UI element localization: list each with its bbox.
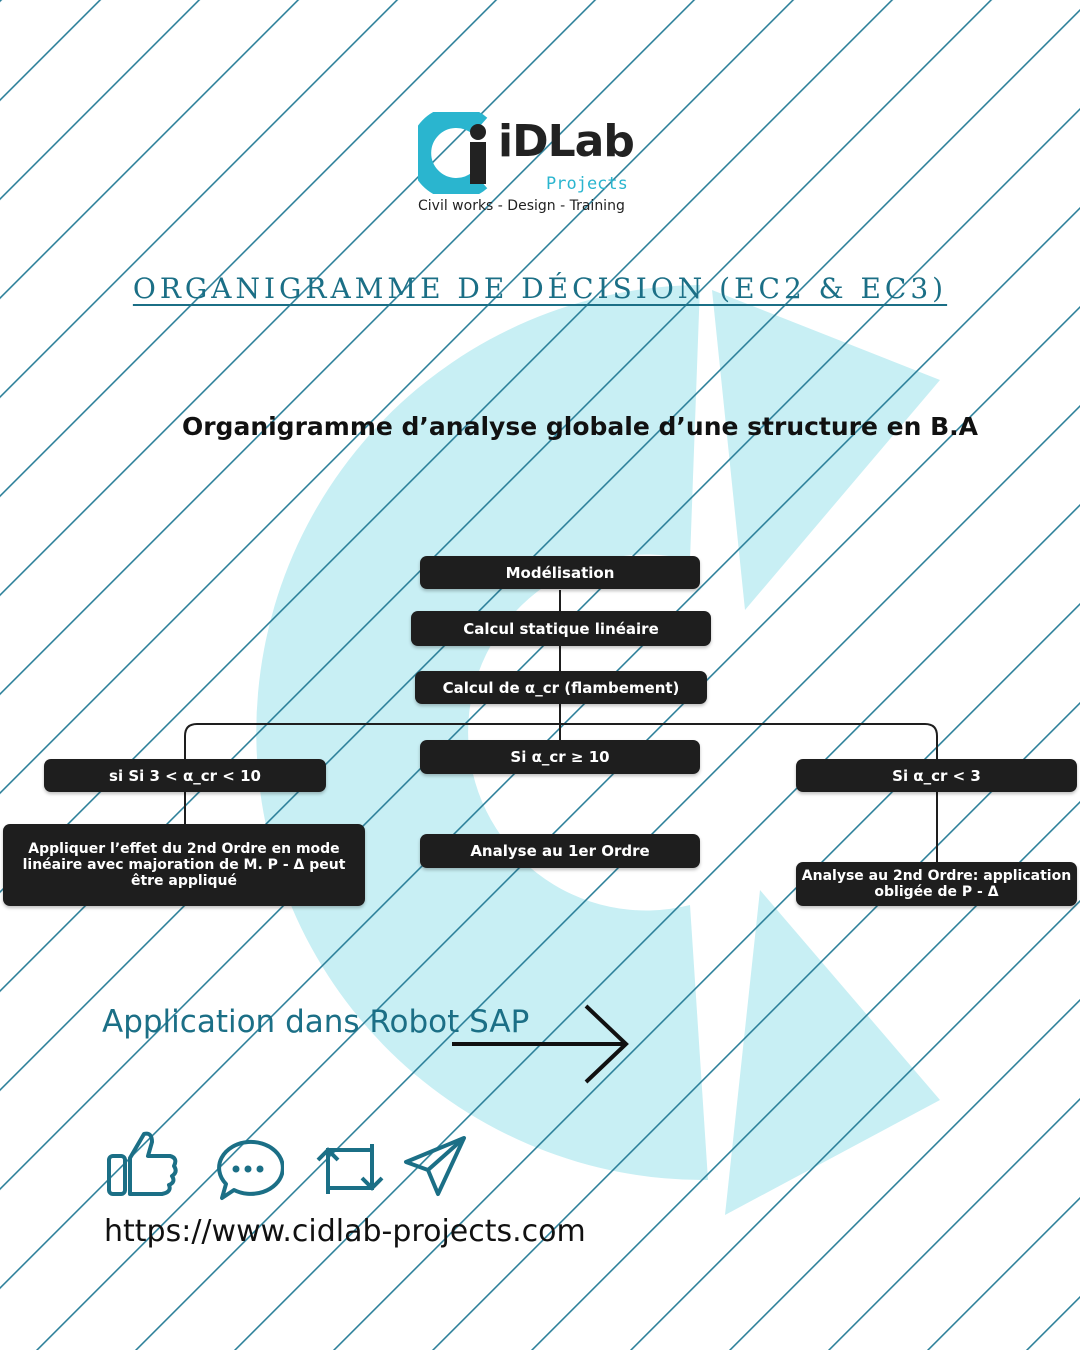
- page-heading-text: ORGANIGRAMME DE DÉCISION (EC2 & EC3): [132, 272, 948, 305]
- node-center-result: Analyse au 1er Ordre: [420, 834, 700, 868]
- diagram-title: Organigramme d’analyse globale d’une structure en B.A: [181, 412, 979, 441]
- repost-icon[interactable]: [314, 1138, 386, 1200]
- logo-wordmark: iDLab: [498, 116, 634, 167]
- cta-link[interactable]: Application dans Robot SAP: [102, 1004, 530, 1040]
- node-left-condition: si Si 3 < α_cr < 10: [44, 759, 326, 792]
- chat-bubble-icon[interactable]: [212, 1138, 284, 1204]
- node-calcul-statique: Calcul statique linéaire: [411, 611, 711, 646]
- node-right-condition: Si α_cr < 3: [796, 759, 1077, 792]
- node-center-condition: Si α_cr ≥ 10: [420, 740, 700, 774]
- node-right-result: Analyse au 2nd Ordre: application obligée de P - Δ: [796, 862, 1077, 906]
- arrow-right-icon[interactable]: [450, 1000, 635, 1090]
- website-url[interactable]: https://www.cidlab-projects.com: [104, 1214, 586, 1249]
- send-icon[interactable]: [402, 1134, 468, 1198]
- logo-tagline: Civil works - Design - Training: [418, 198, 625, 214]
- node-modelisation: Modélisation: [420, 556, 700, 589]
- logo-subtitle: Projects: [546, 174, 628, 194]
- node-left-result: Appliquer l’effet du 2nd Ordre en mode linéaire avec majoration de M. P - Δ peut être appliqué: [3, 824, 365, 906]
- node-calcul-acr: Calcul de α_cr (flambement): [415, 671, 707, 704]
- thumbs-up-icon[interactable]: [106, 1128, 182, 1198]
